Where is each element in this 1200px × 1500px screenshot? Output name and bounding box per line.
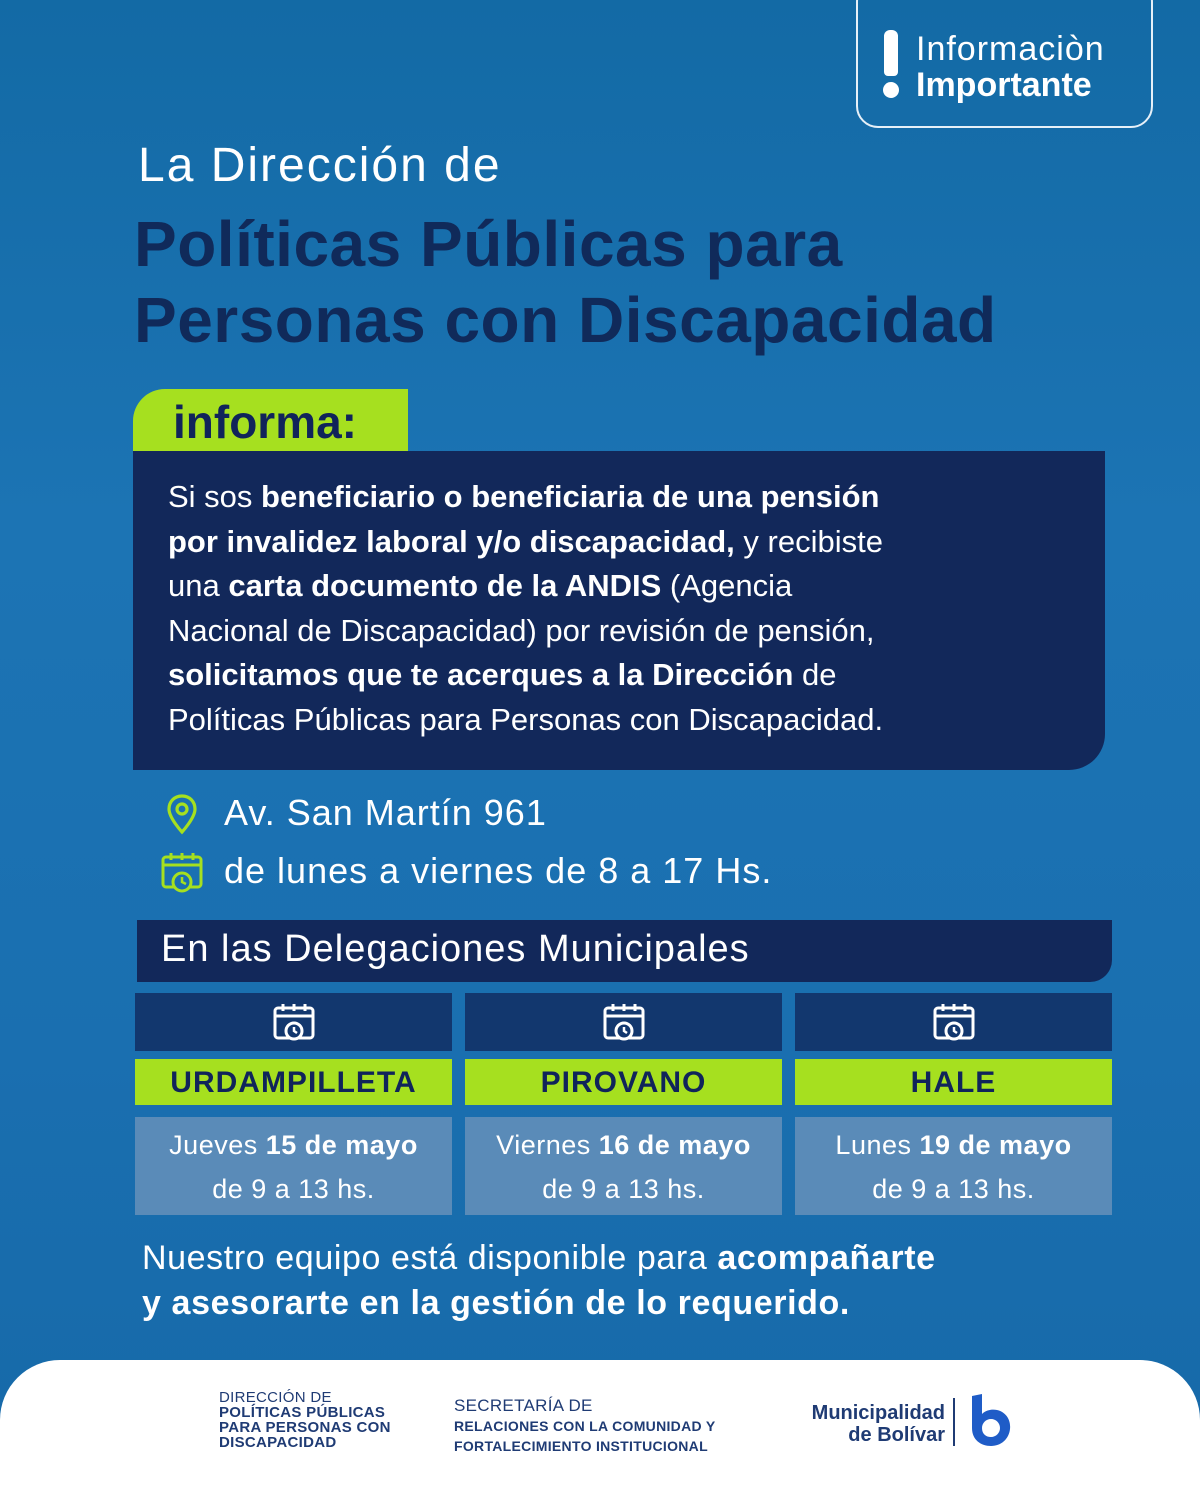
delegacion-time: de 9 a 13 hs. xyxy=(872,1174,1035,1204)
footer-muni-line: Municipalidad xyxy=(811,1402,945,1424)
closing-bold: acompañarte xyxy=(717,1239,936,1277)
calendar-clock-icon xyxy=(602,1001,646,1045)
info-text-segment: Si sos xyxy=(168,479,262,514)
intro-text: La Dirección de xyxy=(138,139,502,192)
info-text-bold: por invalidez laboral y/o discapacidad, xyxy=(168,523,735,559)
delegacion-name: HALE xyxy=(795,1059,1112,1105)
important-info-badge xyxy=(856,0,1153,128)
info-paragraph xyxy=(168,475,1088,743)
footer-divider xyxy=(953,1398,955,1446)
info-text-segment: Políticas Públicas para Personas con Discapacidad. xyxy=(168,701,884,737)
calendar-cell xyxy=(465,993,782,1051)
delegacion-date-bold: 16 de mayo xyxy=(598,1130,751,1160)
page-title xyxy=(134,206,997,358)
info-text-segment: de xyxy=(793,657,837,693)
bolivar-logo-icon xyxy=(966,1392,1014,1448)
footer xyxy=(0,1360,1200,1500)
info-text-segment: una xyxy=(168,568,229,604)
informa-label: informa: xyxy=(173,396,357,448)
delegacion-date-bold: 15 de mayo xyxy=(265,1130,418,1160)
closing-bold: y asesorarte en la gestión de lo requerido. xyxy=(142,1284,850,1322)
info-text-bold: solicitamos que te acerques a la Dirección xyxy=(168,657,794,693)
delegacion-day: Lunes xyxy=(835,1130,920,1160)
footer-dir-line: POLÍTICAS PÚBLICAS xyxy=(219,1404,386,1421)
badge-line2: Importante xyxy=(916,66,1092,104)
hours-text: de lunes a viernes de 8 a 17 Hs. xyxy=(224,850,773,891)
footer-dir-line: DISCAPACIDAD xyxy=(219,1434,337,1451)
footer-sec-line: FORTALECIMIENTO INSTITUCIONAL xyxy=(454,1438,708,1454)
calendar-clock-icon xyxy=(932,1001,976,1045)
info-text-segment: y recibiste xyxy=(734,523,883,559)
info-box xyxy=(133,451,1105,770)
delegacion-card-urdampilleta xyxy=(135,993,452,1215)
closing-segment: Nuestro equipo está disponible para xyxy=(142,1239,718,1277)
delegacion-date xyxy=(135,1117,452,1215)
info-text-bold: carta documento de la ANDIS xyxy=(228,568,662,604)
delegacion-time: de 9 a 13 hs. xyxy=(212,1174,375,1204)
exclamation-icon xyxy=(880,30,902,100)
footer-municipalidad xyxy=(780,1402,945,1446)
footer-muni-line: de Bolívar xyxy=(848,1424,945,1446)
delegacion-date-bold: 19 de mayo xyxy=(919,1130,1072,1160)
delegacion-day: Viernes xyxy=(496,1130,599,1160)
footer-sec-line: SECRETARÍA DE xyxy=(454,1396,593,1415)
calendar-cell xyxy=(135,993,452,1051)
footer-secretaria xyxy=(454,1396,716,1456)
informa-tab xyxy=(133,389,408,451)
delegacion-name: PIROVANO xyxy=(465,1059,782,1105)
calendar-clock-icon xyxy=(272,1001,316,1045)
title-line1: Políticas Públicas para xyxy=(134,208,843,280)
footer-direccion xyxy=(219,1390,391,1450)
delegaciones-heading-bar xyxy=(137,920,1112,982)
delegacion-card-pirovano xyxy=(465,993,782,1215)
delegacion-date xyxy=(795,1117,1112,1215)
info-text-bold: beneficiario o beneficiaria de una pensión xyxy=(261,479,880,514)
delegacion-name: URDAMPILLETA xyxy=(135,1059,452,1105)
calendar-cell xyxy=(795,993,1112,1051)
delegacion-time: de 9 a 13 hs. xyxy=(542,1174,705,1204)
delegacion-date xyxy=(465,1117,782,1215)
location-pin-icon xyxy=(160,792,204,836)
closing-text xyxy=(142,1236,936,1326)
delegacion-card-hale xyxy=(795,993,1112,1215)
info-text-segment: Nacional de Discapacidad) por revisión de pensión, xyxy=(168,612,875,648)
badge-line1: Informaciòn xyxy=(916,30,1105,68)
info-text-segment: (Agencia xyxy=(661,568,793,604)
calendar-clock-icon xyxy=(160,850,204,894)
footer-dir-line: DIRECCIÓN DE xyxy=(219,1389,332,1406)
delegacion-day: Jueves xyxy=(169,1130,266,1160)
address-text: Av. San Martín 961 xyxy=(224,792,547,833)
footer-sec-line: RELACIONES CON LA COMUNIDAD Y xyxy=(454,1418,716,1434)
title-line2: Personas con Discapacidad xyxy=(134,284,997,356)
footer-dir-line: PARA PERSONAS CON xyxy=(219,1419,391,1436)
delegaciones-heading: En las Delegaciones Municipales xyxy=(161,928,750,970)
